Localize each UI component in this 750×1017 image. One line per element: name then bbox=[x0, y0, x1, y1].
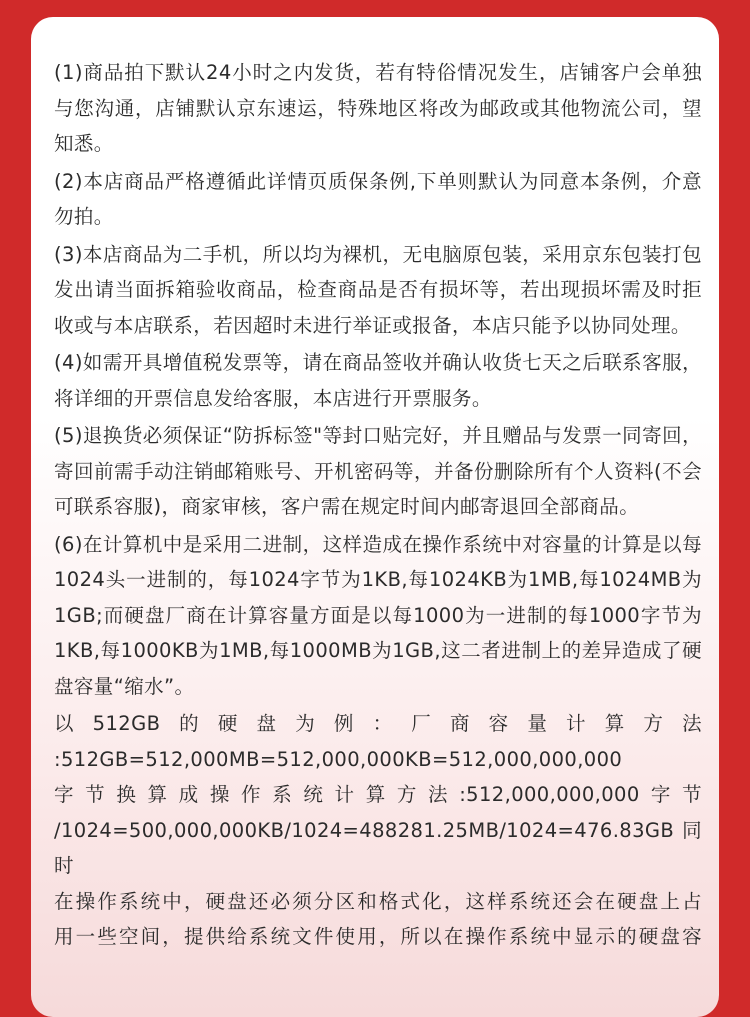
example-line: /1024=500,000,000KB/1024=488281.25MB/1024=476.83GB同时 bbox=[54, 818, 702, 877]
example-line: 以512GB的硬盘为例：厂商容量计算方法 bbox=[54, 712, 702, 735]
notice-item-3: (3)本店商品为二手机，所以均为裸机，无电脑原包装，采用京东包装打包发出请当面拆箱验收商品，检查商品是否有损坏等，若出现损坏需及时拒收或与本店联系，若因超时未进行举证或报备，本店只能予以协同处理。 bbox=[54, 242, 702, 337]
notice-item-4: (4)如需开具增值税发票等，请在商品签收并确认收货七天之后联系客服，将详细的开票信息发给客服，本店进行开票服务。 bbox=[54, 351, 702, 410]
notice-text bbox=[54, 55, 702, 955]
example-line: 用一些空间，提供给系统文件使用，所以在操作系统中显示的硬盘容 bbox=[54, 925, 702, 948]
content-panel bbox=[31, 17, 719, 1017]
notice-item-2: (2)本店商品严格遵循此详情页质保条例,下单则默认为同意本条例，介意勿拍。 bbox=[54, 169, 702, 228]
example-line: 在操作系统中，硬盘还必须分区和格式化，这样系统还会在硬盘上占 bbox=[54, 889, 702, 913]
example-line: 字节换算成操作系统计算方法:512,000,000,000字节 bbox=[54, 783, 702, 806]
example-line: :512GB=512,000MB=512,000,000KB=512,000,000,000 bbox=[54, 747, 623, 771]
notice-item-6: (6)在计算机中是采用二进制，这样造成在操作系统中对容量的计算是以每1024头一进制的，每1024字节为1KB,每1024KB为1MB,每1024MB为1GB;而硬盘厂商在计算容量方面是以每1000为一进制的每1000字节为1KB,每1000KB为1MB,每1000MB为1GB,这二者进制上的差异造成了硬盘容量“缩水”。 bbox=[54, 532, 702, 698]
notice-item-1: (1)商品拍下默认24小时之内发货，若有特俗情况发生，店铺客户会单独与您沟通，店铺默认京东速运，特殊地区将改为邮政或其他物流公司，望知悉。 bbox=[54, 61, 702, 155]
capacity-example bbox=[54, 706, 702, 955]
notice-item-5: (5)退换货必须保证“防拆标签"等封口贴完好，并且赠品与发票一同寄回，寄回前需手动注销邮箱账号、开机密码等，并备份删除所有个人资料(不会可联系容服)，商家审核，客户需在规定时间内邮寄退回全部商品。 bbox=[54, 424, 702, 518]
